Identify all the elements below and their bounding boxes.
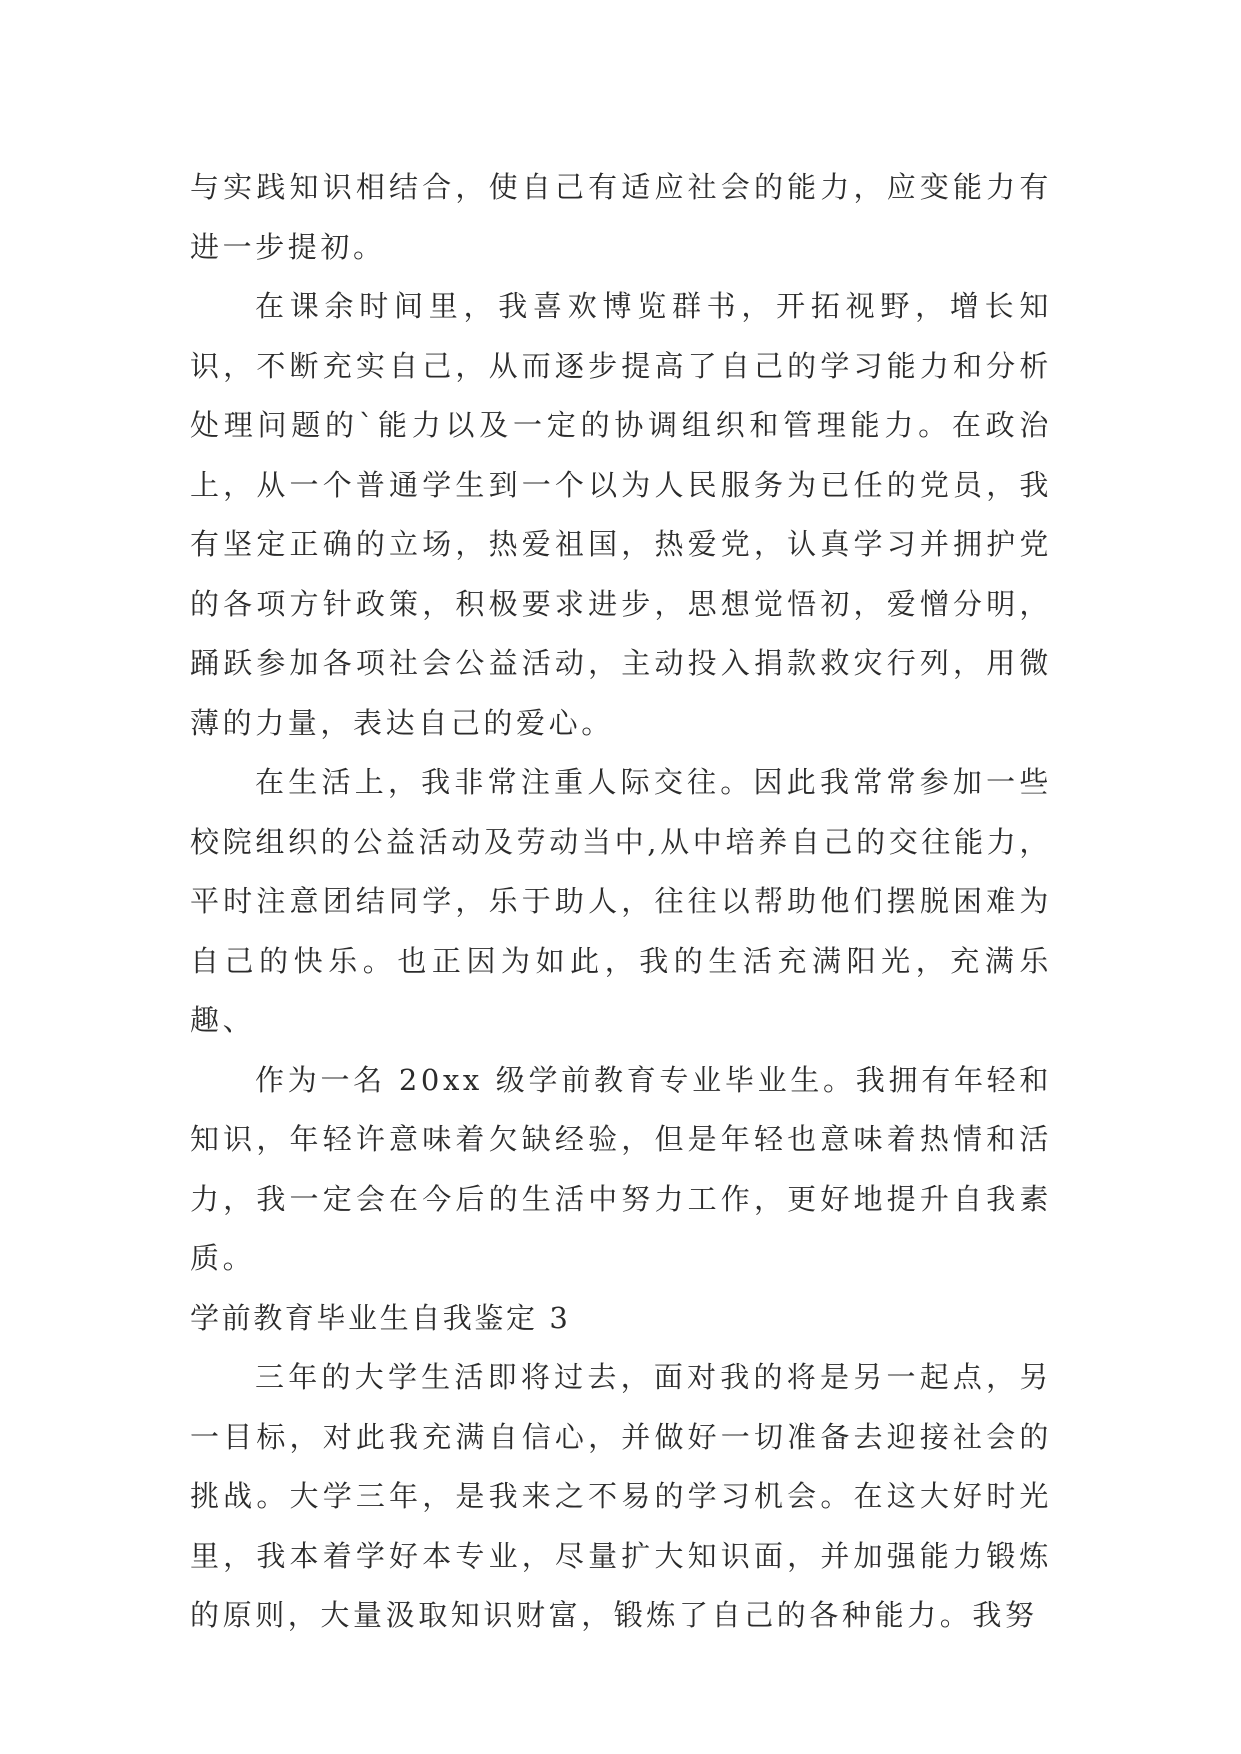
paragraph-life: 在生活上，我非常注重人际交往。因此我常常参加一些校院组织的公益活动及劳动当中,从中培养自己的交往能力，平时注意团结同学，乐于助人，往往以帮助他们摆脱困难为自己的快乐。也正因为如此，我的生活充满阳光，充满乐趣、 (190, 765, 1052, 1037)
document-body (190, 158, 1052, 1646)
section-heading: 学前教育毕业生自我鉴定 3 (190, 1300, 571, 1335)
paragraph-three-years: 三年的大学生活即将过去，面对我的将是另一起点，另一目标，对此我充满自信心，并做好一切准备去迎接社会的挑战。大学三年，是我来之不易的学习机会。在这大好时光里，我本着学好本专业，尽量扩大知识面，并加强能力锻炼的原则，大量汲取知识财富，锻炼了自己的各种能力。我努 (190, 1360, 1052, 1632)
paragraph-continuation: 与实践知识相结合，使自己有适应社会的能力，应变能力有进一步提初。 (190, 170, 1052, 264)
paragraph-extracurricular: 在课余时间里，我喜欢博览群书，开拓视野，增长知识，不断充实自己，从而逐步提高了自己的学习能力和分析处理问题的`能力以及一定的协调组织和管理能力。在政治上，从一个普通学生到一个以为人民服务为已任的党员，我有坚定正确的立场，热爱祖国，热爱党，认真学习并拥护党的各项方针政策，积极要求进步，思想觉悟初，爱憎分明，踊跃参加各项社会公益活动，主动投入捐款救灾行列，用微薄的力量，表达自己的爱心。 (190, 289, 1052, 740)
paragraph-graduate: 作为一名 20xx 级学前教育专业毕业生。我拥有年轻和知识，年轻许意味着欠缺经验，但是年轻也意味着热情和活力，我一定会在今后的生活中努力工作，更好地提升自我素质。 (190, 1062, 1052, 1275)
